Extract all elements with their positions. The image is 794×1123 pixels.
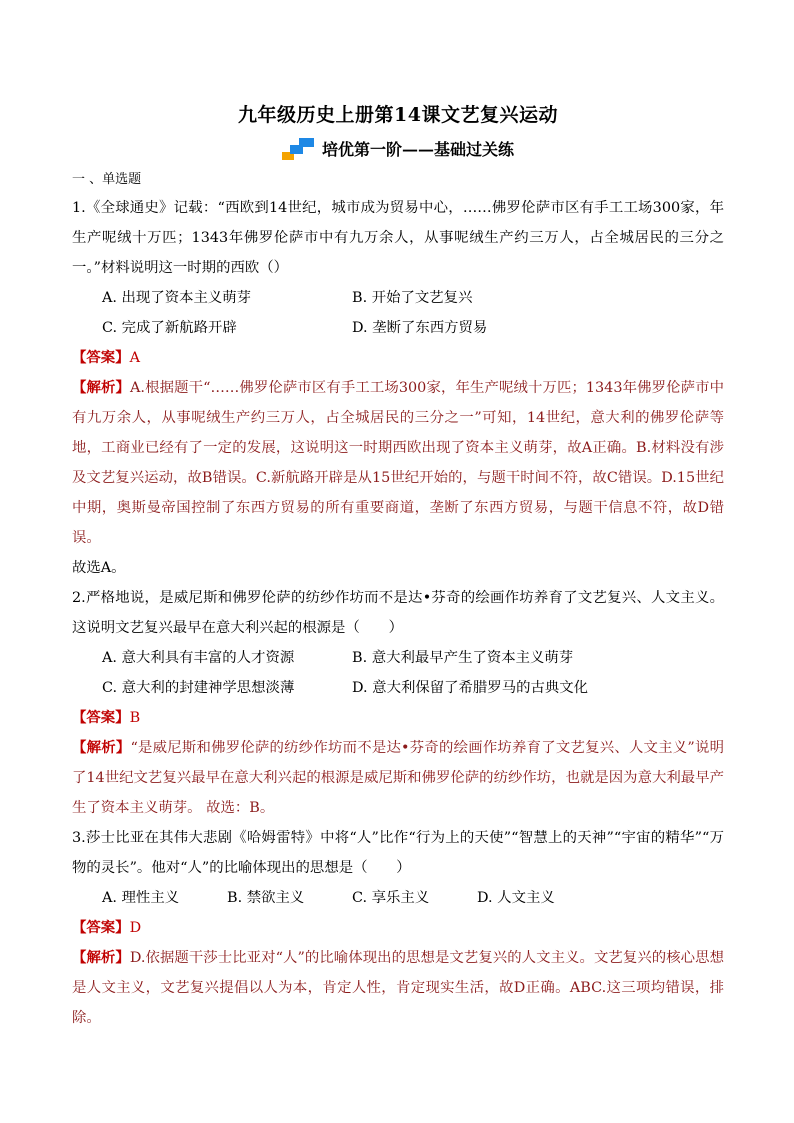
question-1-stem: 1.《全球通史》记载：“西欧到14世纪，城市成为贸易中心，……佛罗伦萨市区有手工工场300家，年生产呢绒十万匹；1343年佛罗伦萨市中有九万余人，从事呢绒生产约三万人，占全城居民的三分之一。”材料说明这一时期的西欧（） xyxy=(72,200,724,276)
question-2-answer xyxy=(72,703,724,733)
option-a: A. 理性主义 xyxy=(102,890,180,906)
question-3-stem: 3.莎士比亚在其伟大悲剧《哈姆雷特》中将“人”比作“行为上的天使”“智慧上的天神”“宇宙的精华”“万物的灵长”。他对“人”的比喻体现出的思想是（ ） xyxy=(72,830,724,876)
answer-value: B xyxy=(129,710,141,726)
option-d: D. 意大利保留了希腊罗马的古典文化 xyxy=(352,680,589,696)
option-c: C. 享乐主义 xyxy=(352,890,430,906)
option-b: B. 意大利最早产生了资本主义萌芽 xyxy=(352,650,574,666)
analysis-label: 【解析】 xyxy=(72,949,130,966)
analysis-text: D.依据题干莎士比亚对“人”的比喻体现出的思想是文艺复兴的人文主义。文艺复兴的核心思想是人文主义，文艺复兴提倡以人为本，肯定人性，肯定现实生活，故D正确。ABC.这三项均错误，排除。 xyxy=(72,950,724,1026)
question-3-options xyxy=(72,883,724,913)
analysis-text: A.根据题干“……佛罗伦萨市区有手工工场300家，年生产呢绒十万匹；1343年佛罗伦萨市中有九万余人，从事呢绒生产约三万人，占全城居民的三分之一”可知，14世纪，意大利的佛罗伦萨等地，工商业已经有了一定的发展，这说明这一时期西欧出现了资本主义萌芽，故A正确。B.材料没有涉及文艺复兴运动，故B错误。C.新航路开辟是从15世纪开始的，与题干时间不符，故C错误。D.15世纪中期，奥斯曼帝国控制了东西方贸易的所有重要商道，垄断了东西方贸易，与题干信息不符，故D错误。 xyxy=(72,380,724,546)
option-b: B. 禁欲主义 xyxy=(227,890,305,906)
option-d: D. 垄断了东西方贸易 xyxy=(352,320,488,336)
analysis-label: 【解析】 xyxy=(72,739,131,756)
option-a: A. 出现了资本主义萌芽 xyxy=(102,290,252,306)
answer-label: 【答案】 xyxy=(72,349,130,366)
analysis-label: 【解析】 xyxy=(72,379,131,396)
answer-label: 【答案】 xyxy=(72,919,130,936)
question-1-options xyxy=(72,283,724,343)
section-subtitle xyxy=(72,137,724,160)
answer-value: D xyxy=(129,920,142,936)
question-1-answer xyxy=(72,343,724,373)
document-page xyxy=(72,100,724,1033)
question-3-analysis xyxy=(72,943,724,1033)
question-2-options xyxy=(72,643,724,703)
page-title: 九年级历史上册第14课文艺复兴运动 xyxy=(238,104,558,126)
option-c: C. 意大利的封建神学思想淡薄 xyxy=(102,680,295,696)
answer-value: A xyxy=(129,350,140,366)
option-a: A. 意大利具有丰富的人才资源 xyxy=(102,650,295,666)
question-1-conclusion: 故选A。 xyxy=(72,560,126,576)
subtitle-text: 培优第一阶——基础过关练 xyxy=(321,140,514,159)
answer-label: 【答案】 xyxy=(72,709,130,726)
option-d: D. 人文主义 xyxy=(477,890,555,906)
option-c: C. 完成了新航路开辟 xyxy=(102,320,237,336)
stairs-icon xyxy=(282,138,316,160)
section-heading: 一 、单选题 xyxy=(72,172,142,187)
question-2-analysis xyxy=(72,733,724,823)
question-2-stem: 2.严格地说，是威尼斯和佛罗伦萨的纺纱作坊而不是达•芬奇的绘画作坊养育了文艺复兴、人文主义。这说明文艺复兴最早在意大利兴起的根源是（ ） xyxy=(72,590,724,636)
option-b: B. 开始了文艺复兴 xyxy=(352,290,473,306)
analysis-text: “是威尼斯和佛罗伦萨的纺纱作坊而不是达•芬奇的绘画作坊养育了文艺复兴、人文主义”说明了14世纪文艺复兴最早在意大利兴起的根源是威尼斯和佛罗伦萨的纺纱作坊，也就是因为意大利最早产生了资本主义萌芽。 故选：B。 xyxy=(72,740,724,816)
question-3-answer xyxy=(72,913,724,943)
question-1-analysis xyxy=(72,373,724,553)
